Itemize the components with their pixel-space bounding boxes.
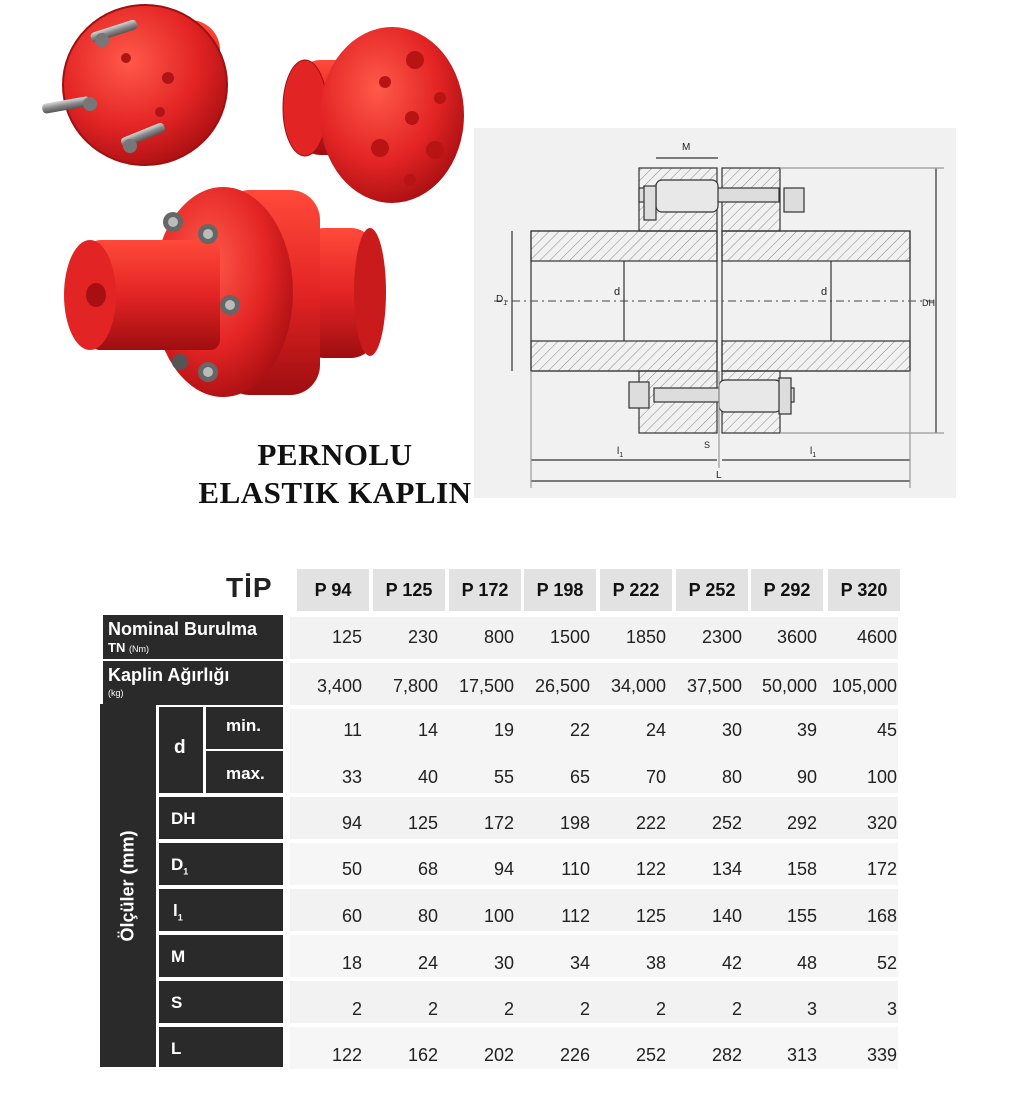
product-title-line2: ELASTIK KAPLIN [198,475,472,510]
l1-label-text [173,901,183,922]
s-value: 2 [579,999,590,1019]
l-value: 313 [786,1045,817,1065]
l-value: 202 [483,1045,514,1065]
dim-label-dh: DH [922,298,935,308]
l1-value: 140 [711,906,742,926]
dim-label-m: M [682,142,691,153]
d-min-label [206,707,283,751]
dh-value: 198 [559,813,590,833]
dh-value: 172 [483,813,514,833]
l-value: 226 [559,1045,590,1065]
type-header: P 94 [297,569,369,611]
dh-value: 222 [635,813,666,833]
d-label [159,707,203,793]
dh-label [159,797,283,839]
technical-drawing [474,128,956,498]
dim-label-d-right: d [821,286,828,298]
d-min-label-text: min. [226,716,261,735]
dimensions-label [100,704,156,1067]
l-value: 162 [407,1045,438,1065]
weight-value: 17,500 [458,676,514,696]
nominal-label-text: Nominal Burulma [108,619,258,639]
l1-value: 168 [866,906,897,926]
l-value: 122 [331,1045,362,1065]
type-header: P 125 [373,569,445,611]
nominal-value: 125 [331,627,362,647]
d-min-value: 24 [645,720,666,740]
nominal-unit: (Nm) [128,644,149,654]
d1-label-text [171,855,188,876]
weight-label-text: Kaplin Ağırlığı [108,665,230,685]
nominal-value: 3600 [776,627,817,647]
d1-value: 94 [493,859,514,879]
nominal-label-sub [108,640,149,655]
l-value: 252 [635,1045,666,1065]
flange-with-pins-photo [41,5,227,165]
d-max-label [206,751,283,793]
d-max-value: 80 [721,767,742,787]
weight-value: 50,000 [761,676,817,696]
weight-value: 105,000 [831,676,897,696]
d1-value: 50 [341,859,362,879]
nominal-value: 1850 [625,627,666,647]
type-header: P 172 [449,569,521,611]
m-value: 18 [341,953,362,973]
weight-value: 37,500 [686,676,742,696]
s-value: 2 [351,999,362,1019]
d-max-label-text: max. [226,764,265,783]
weight-value: 3,400 [316,676,362,696]
dim-label-l1-right [810,446,816,459]
dim-label-l1-left-sub: 1 [619,452,624,459]
type-header: P 320 [828,569,900,611]
dim-label-d-left: d [614,286,621,298]
s-label [159,981,283,1023]
d1-value: 172 [866,859,897,879]
m-value: 30 [493,953,514,973]
nominal-value: 1500 [549,627,590,647]
s-value: 3 [806,999,817,1019]
l1-value: 100 [483,906,514,926]
d-min-value: 11 [343,720,362,740]
dim-label-l1-left-main: l [617,446,620,457]
nominal-tn: TN [108,640,126,655]
s-value: 2 [655,999,666,1019]
l1-sub: 1 [177,912,183,923]
type-header: P 222 [600,569,672,611]
m-value: 38 [645,953,666,973]
m-value: 42 [721,953,742,973]
dh-value: 125 [407,813,438,833]
l-label-text: L [171,1039,182,1058]
s-value: 2 [731,999,742,1019]
dim-label-l1-left [617,446,623,459]
l1-main: l [173,901,178,920]
d1-value: 110 [561,859,590,879]
d-max-value: 100 [866,767,897,787]
d-max-value: 70 [645,767,666,787]
d1-value: 158 [786,859,817,879]
m-label [159,935,283,977]
dimensions-label-text: Ölçüler (mm) [117,829,138,942]
dim-label-s: S [704,440,711,450]
d1-value: 122 [635,859,666,879]
d-max-value: 90 [796,767,817,787]
nominal-value: 2300 [701,627,742,647]
l1-value: 125 [635,906,666,926]
m-label-text: M [171,947,186,966]
dh-value: 320 [866,813,897,833]
weight-label [103,661,283,705]
l1-value: 112 [561,906,590,926]
dim-label-l1-right-main: l [810,446,813,457]
d-min-value: 22 [569,720,590,740]
d1-label [159,843,283,885]
flange-with-holes-photo [283,27,464,203]
dim-label-l1-right-sub: 1 [812,452,817,459]
type-header: P 198 [524,569,596,611]
s-value: 2 [427,999,438,1019]
s-value: 2 [503,999,514,1019]
l-label [159,1027,283,1067]
dh-value: 292 [786,813,817,833]
weight-value: 26,500 [534,676,590,696]
l1-value: 80 [417,906,438,926]
dim-label-d1-main: D [496,294,504,305]
assembled-coupling-photo [64,187,386,397]
dh-label-text: DH [171,809,196,828]
weight-value: 7,800 [392,676,438,696]
dim-label-d1-sub: 1 [503,300,508,307]
d-max-value: 65 [569,767,590,787]
d-max-value: 40 [417,767,438,787]
m-value: 34 [569,953,590,973]
m-value: 52 [876,953,897,973]
l-value: 339 [866,1045,897,1065]
product-title-line1: PERNOLU [257,437,413,472]
d-min-value: 45 [876,720,897,740]
s-label-text: S [171,993,183,1012]
nominal-value: 230 [407,627,438,647]
d1-value: 134 [711,859,742,879]
nominal-label [103,615,283,659]
l1-label [159,889,283,931]
dim-label-l: L [716,470,722,481]
nominal-value: 800 [483,627,514,647]
weight-value: 34,000 [610,676,666,696]
d-label-text: d [174,737,186,758]
d-min-value: 19 [493,720,514,740]
s-value: 3 [886,999,897,1019]
d-min-value: 14 [417,720,438,740]
d1-main: D [171,855,184,874]
l1-value: 155 [786,906,817,926]
type-header: P 292 [751,569,823,611]
d-min-value: 30 [721,720,742,740]
m-value: 48 [796,953,817,973]
d-max-value: 55 [493,767,514,787]
dh-value: 94 [341,813,362,833]
nominal-value: 4600 [856,627,897,647]
l1-value: 60 [341,906,362,926]
d-min-value: 39 [796,720,817,740]
dh-value: 252 [711,813,742,833]
d1-value: 68 [417,859,438,879]
d1-sub: 1 [183,866,189,877]
dim-label-d1 [496,294,507,307]
coupling-photos [30,0,470,410]
d-max-value: 33 [341,767,362,787]
type-header: P 252 [676,569,748,611]
weight-unit: (kg) [108,688,124,698]
l-value: 282 [711,1045,742,1065]
tip-label: TİP [226,572,273,603]
m-value: 24 [417,953,438,973]
